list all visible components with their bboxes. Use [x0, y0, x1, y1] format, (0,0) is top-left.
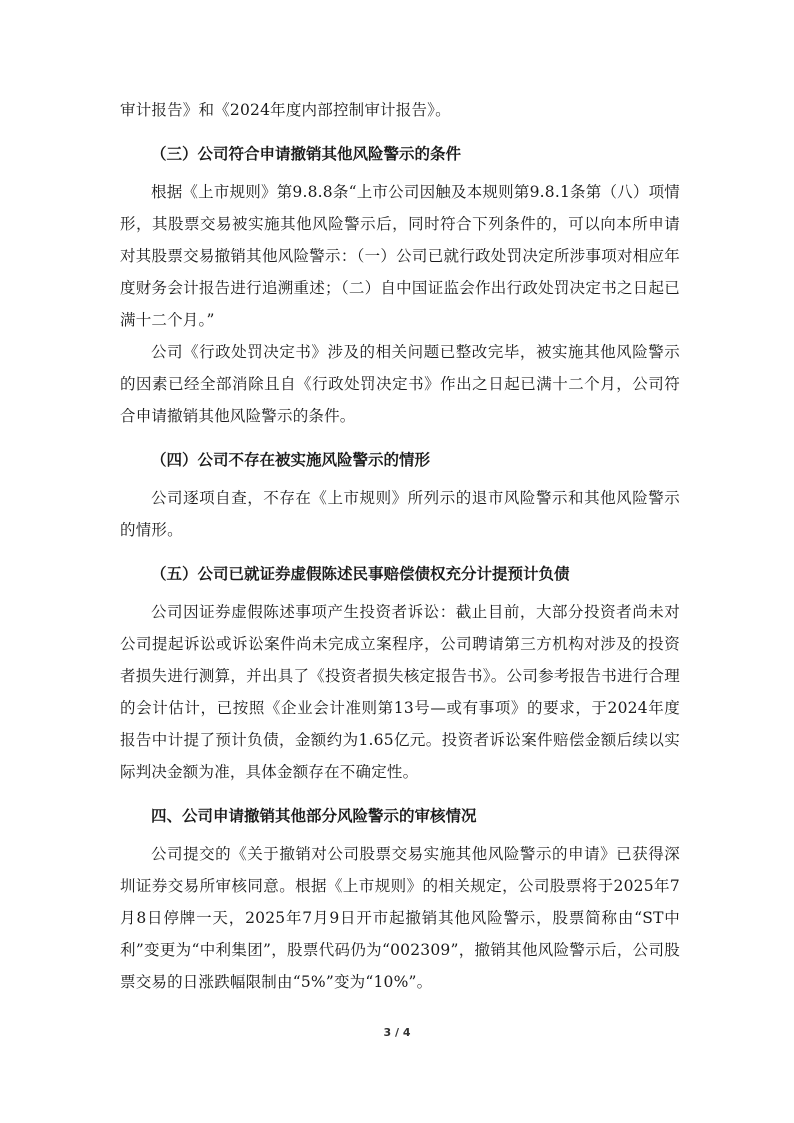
rectification-paragraph: 公司《行政处罚决定书》涉及的相关问题已整改完毕，被实施其他风险警示的因素已经全部消除且自《行政处罚决定书》作出之日起已满十二个月，公司符合申请撤销其他风险警示的条件。	[120, 343, 680, 425]
rule-quote-paragraph: 根据《上市规则》第9.8.8条“上市公司因触及本规则第9.8.1条第（八）项情形，其股票交易被实施其他风险警示后，同时符合下列条件的，可以向本所申请对其股票交易撤销其他风险警示：（一）公司已就行政处罚决定所涉事项对相应年度财务会计报告进行追溯重述；（二）自中国证监会作出行政处罚决定书之日起已满十二个月。”	[120, 183, 680, 329]
continuation-paragraph: 审计报告》和《2024年度内部控制审计报告》。	[120, 101, 451, 119]
review-status-paragraph: 公司提交的《关于撤销对公司股票交易实施其他风险警示的申请》已获得深圳证券交易所审核同意。根据《上市规则》的相关规定，公司股票将于2025年7月8日停牌一天，2025年7月9日开市起撤销其他风险警示，股票简称由“ST中利”变更为“中利集团”，股票代码仍为“002309”，撤销其他风险警示后，公司股票交易的日涨跌幅限制由“5%”变为“10%”。	[120, 845, 680, 991]
document-page	[120, 94, 680, 998]
subsection-heading-5: （五）公司已就证券虚假陈述民事赔偿债权充分计提预计负债	[151, 565, 570, 583]
subsection-heading-3: （三）公司符合申请撤销其他风险警示的条件	[151, 145, 462, 163]
section-heading-4: 四、公司申请撤销其他部分风险警示的审核情况	[151, 807, 477, 825]
subsection-heading-4: （四）公司不存在被实施风险警示的情形	[151, 451, 431, 469]
self-inspection-paragraph: 公司逐项自查，不存在《上市规则》所列示的退市风险警示和其他风险警示的情形。	[120, 489, 680, 539]
litigation-paragraph: 公司因证券虚假陈述事项产生投资者诉讼：截止目前，大部分投资者尚未对公司提起诉讼或诉讼案件尚未完成立案程序，公司聘请第三方机构对涉及的投资者损失进行测算，并出具了《投资者损失核定报告书》。公司参考报告书进行合理的会计估计，已按照《企业会计准则第13号—或有事项》的要求，于2024年度报告中计提了预计负债，金额约为1.65亿元。投资者诉讼案件赔偿金额后续以实际判决金额为准，具体金额存在不确定性。	[120, 603, 680, 781]
page-number: 3 / 4	[383, 1026, 411, 1039]
